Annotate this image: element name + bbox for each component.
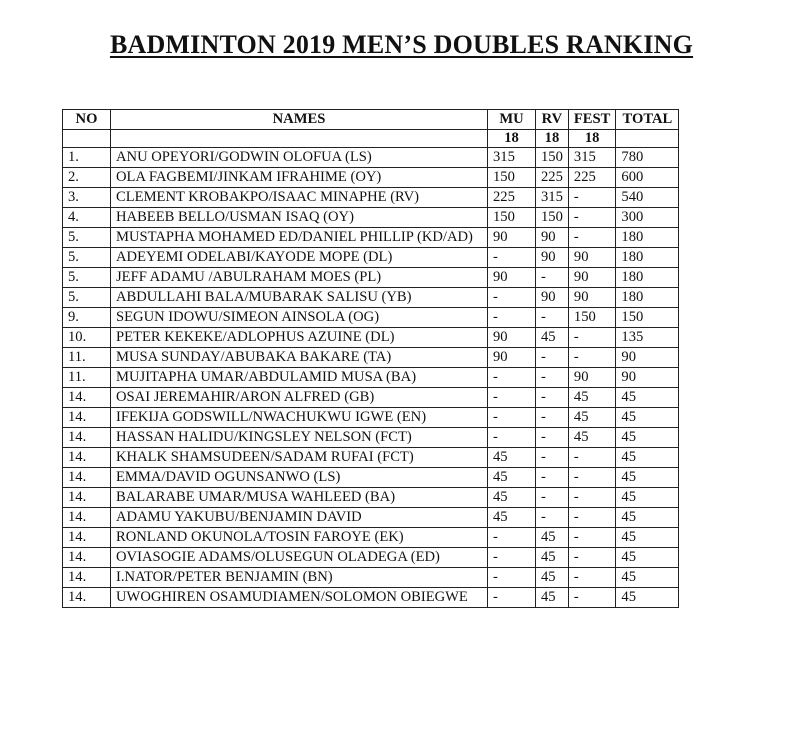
cell-fest: - [568,588,616,608]
cell-fest: 45 [568,408,616,428]
cell-rv: 90 [536,248,569,268]
ranking-rows [63,148,679,608]
cell-rv: - [536,268,569,288]
header-rv: RV [536,110,569,130]
table-row [63,188,679,208]
cell-mu: 150 [488,168,536,188]
cell-total: 540 [616,188,679,208]
cell-no: 14. [63,488,111,508]
cell-mu: - [488,288,536,308]
year-total [616,130,679,148]
cell-no: 5. [63,288,111,308]
table-row [63,368,679,388]
cell-rv: 45 [536,528,569,548]
table-row [63,308,679,328]
cell-rv: 45 [536,568,569,588]
cell-mu: - [488,308,536,328]
year-mu: 18 [488,130,536,148]
header-row [63,110,679,130]
cell-fest: 90 [568,288,616,308]
cell-total: 45 [616,568,679,588]
cell-rv: - [536,308,569,328]
cell-mu: 45 [488,488,536,508]
cell-rv: 45 [536,588,569,608]
cell-total: 600 [616,168,679,188]
table-row [63,248,679,268]
cell-no: 14. [63,528,111,548]
cell-total: 780 [616,148,679,168]
cell-no: 14. [63,588,111,608]
cell-total: 45 [616,448,679,468]
cell-fest: - [568,448,616,468]
page-title [0,30,803,60]
cell-no: 14. [63,468,111,488]
cell-names: ANU OPEYORI/GODWIN OLOFUA (LS) [111,148,488,168]
cell-no: 10. [63,328,111,348]
header-mu: MU [488,110,536,130]
header-no: NO [63,110,111,130]
cell-names: BALARABE UMAR/MUSA WAHLEED (BA) [111,488,488,508]
table-row [63,268,679,288]
cell-names: UWOGHIREN OSAMUDIAMEN/SOLOMON OBIEGWE [111,588,488,608]
cell-rv: - [536,448,569,468]
cell-total: 90 [616,368,679,388]
cell-no: 9. [63,308,111,328]
cell-names: SEGUN IDOWU/SIMEON AINSOLA (OG) [111,308,488,328]
cell-names: MUJITAPHA UMAR/ABDULAMID MUSA (BA) [111,368,488,388]
cell-names: OLA FAGBEMI/JINKAM IFRAHIME (OY) [111,168,488,188]
cell-fest: - [568,468,616,488]
cell-total: 180 [616,228,679,248]
cell-no: 11. [63,348,111,368]
cell-mu: - [488,528,536,548]
cell-total: 45 [616,468,679,488]
cell-fest: 315 [568,148,616,168]
cell-mu: 225 [488,188,536,208]
cell-mu: - [488,368,536,388]
cell-rv: - [536,388,569,408]
cell-no: 5. [63,248,111,268]
cell-mu: 90 [488,328,536,348]
cell-total: 45 [616,408,679,428]
cell-rv: - [536,428,569,448]
table-row [63,348,679,368]
cell-names: ADAMU YAKUBU/BENJAMIN DAVID [111,508,488,528]
cell-total: 45 [616,528,679,548]
cell-mu: - [488,568,536,588]
cell-no: 14. [63,388,111,408]
cell-total: 90 [616,348,679,368]
cell-no: 14. [63,548,111,568]
table-row [63,488,679,508]
cell-total: 45 [616,508,679,528]
table-row [63,148,679,168]
cell-total: 45 [616,588,679,608]
cell-mu: - [488,548,536,568]
year-row [63,130,679,148]
cell-mu: 90 [488,228,536,248]
table-row [63,168,679,188]
cell-mu: - [488,428,536,448]
cell-total: 45 [616,428,679,448]
cell-mu: - [488,388,536,408]
cell-total: 45 [616,488,679,508]
cell-total: 180 [616,288,679,308]
cell-fest: - [568,228,616,248]
cell-rv: 225 [536,168,569,188]
cell-no: 14. [63,568,111,588]
header-total: TOTAL [616,110,679,130]
cell-rv: - [536,348,569,368]
cell-mu: 45 [488,448,536,468]
cell-no: 14. [63,428,111,448]
table-row [63,428,679,448]
table-row [63,288,679,308]
cell-no: 2. [63,168,111,188]
cell-rv: - [536,488,569,508]
cell-mu: - [488,588,536,608]
cell-fest: 150 [568,308,616,328]
cell-rv: 90 [536,288,569,308]
year-names [111,130,488,148]
cell-fest: - [568,348,616,368]
table-row [63,388,679,408]
cell-fest: 45 [568,388,616,408]
table-row [63,228,679,248]
table-row [63,468,679,488]
page-title-text: BADMINTON 2019 MEN’S DOUBLES RANKING [109,30,694,59]
cell-fest: 90 [568,368,616,388]
cell-fest: - [568,188,616,208]
cell-mu: 45 [488,468,536,488]
table-row [63,528,679,548]
cell-no: 3. [63,188,111,208]
cell-total: 180 [616,248,679,268]
header-fest: FEST [568,110,616,130]
cell-mu: 45 [488,508,536,528]
table-row [63,408,679,428]
table-row [63,568,679,588]
cell-names: PETER KEKEKE/ADLOPHUS AZUINE (DL) [111,328,488,348]
cell-fest: - [568,508,616,528]
cell-names: HASSAN HALIDU/KINGSLEY NELSON (FCT) [111,428,488,448]
cell-mu: 90 [488,268,536,288]
cell-names: CLEMENT KROBAKPO/ISAAC MINAPHE (RV) [111,188,488,208]
cell-mu: - [488,408,536,428]
cell-fest: 225 [568,168,616,188]
cell-no: 11. [63,368,111,388]
cell-rv: - [536,468,569,488]
cell-mu: - [488,248,536,268]
cell-fest: - [568,568,616,588]
cell-fest: - [568,328,616,348]
cell-no: 14. [63,408,111,428]
cell-fest: - [568,488,616,508]
cell-names: OSAI JEREMAHIR/ARON ALFRED (GB) [111,388,488,408]
cell-names: ADEYEMI ODELABI/KAYODE MOPE (DL) [111,248,488,268]
cell-rv: 315 [536,188,569,208]
cell-fest: 90 [568,248,616,268]
cell-names: HABEEB BELLO/USMAN ISAQ (OY) [111,208,488,228]
cell-names: EMMA/DAVID OGUNSANWO (LS) [111,468,488,488]
cell-names: I.NATOR/PETER BENJAMIN (BN) [111,568,488,588]
cell-names: MUSA SUNDAY/ABUBAKA BAKARE (TA) [111,348,488,368]
table-row [63,328,679,348]
table-row [63,208,679,228]
cell-names: KHALK SHAMSUDEEN/SADAM RUFAI (FCT) [111,448,488,468]
cell-no: 5. [63,228,111,248]
year-no [63,130,111,148]
cell-names: ABDULLAHI BALA/MUBARAK SALISU (YB) [111,288,488,308]
cell-fest: 45 [568,428,616,448]
cell-names: OVIASOGIE ADAMS/OLUSEGUN OLADEGA (ED) [111,548,488,568]
cell-rv: 45 [536,548,569,568]
cell-rv: 90 [536,228,569,248]
cell-total: 45 [616,388,679,408]
ranking-table [62,109,679,608]
cell-total: 150 [616,308,679,328]
cell-no: 4. [63,208,111,228]
year-fest: 18 [568,130,616,148]
header-names: NAMES [111,110,488,130]
cell-rv: - [536,508,569,528]
cell-total: 135 [616,328,679,348]
cell-no: 1. [63,148,111,168]
cell-no: 14. [63,508,111,528]
year-rv: 18 [536,130,569,148]
cell-no: 5. [63,268,111,288]
cell-fest: - [568,548,616,568]
table-row [63,508,679,528]
table-row [63,548,679,568]
cell-fest: - [568,208,616,228]
table-row [63,588,679,608]
cell-fest: 90 [568,268,616,288]
cell-mu: 150 [488,208,536,228]
cell-rv: 150 [536,208,569,228]
cell-names: IFEKIJA GODSWILL/NWACHUKWU IGWE (EN) [111,408,488,428]
cell-fest: - [568,528,616,548]
cell-rv: - [536,368,569,388]
table-row [63,448,679,468]
cell-no: 14. [63,448,111,468]
cell-names: MUSTAPHA MOHAMED ED/DANIEL PHILLIP (KD/AD) [111,228,488,248]
cell-total: 300 [616,208,679,228]
cell-rv: 45 [536,328,569,348]
cell-total: 180 [616,268,679,288]
cell-rv: 150 [536,148,569,168]
cell-mu: 315 [488,148,536,168]
cell-names: RONLAND OKUNOLA/TOSIN FAROYE (EK) [111,528,488,548]
cell-names: JEFF ADAMU /ABULRAHAM MOES (PL) [111,268,488,288]
cell-rv: - [536,408,569,428]
cell-total: 45 [616,548,679,568]
cell-mu: 90 [488,348,536,368]
